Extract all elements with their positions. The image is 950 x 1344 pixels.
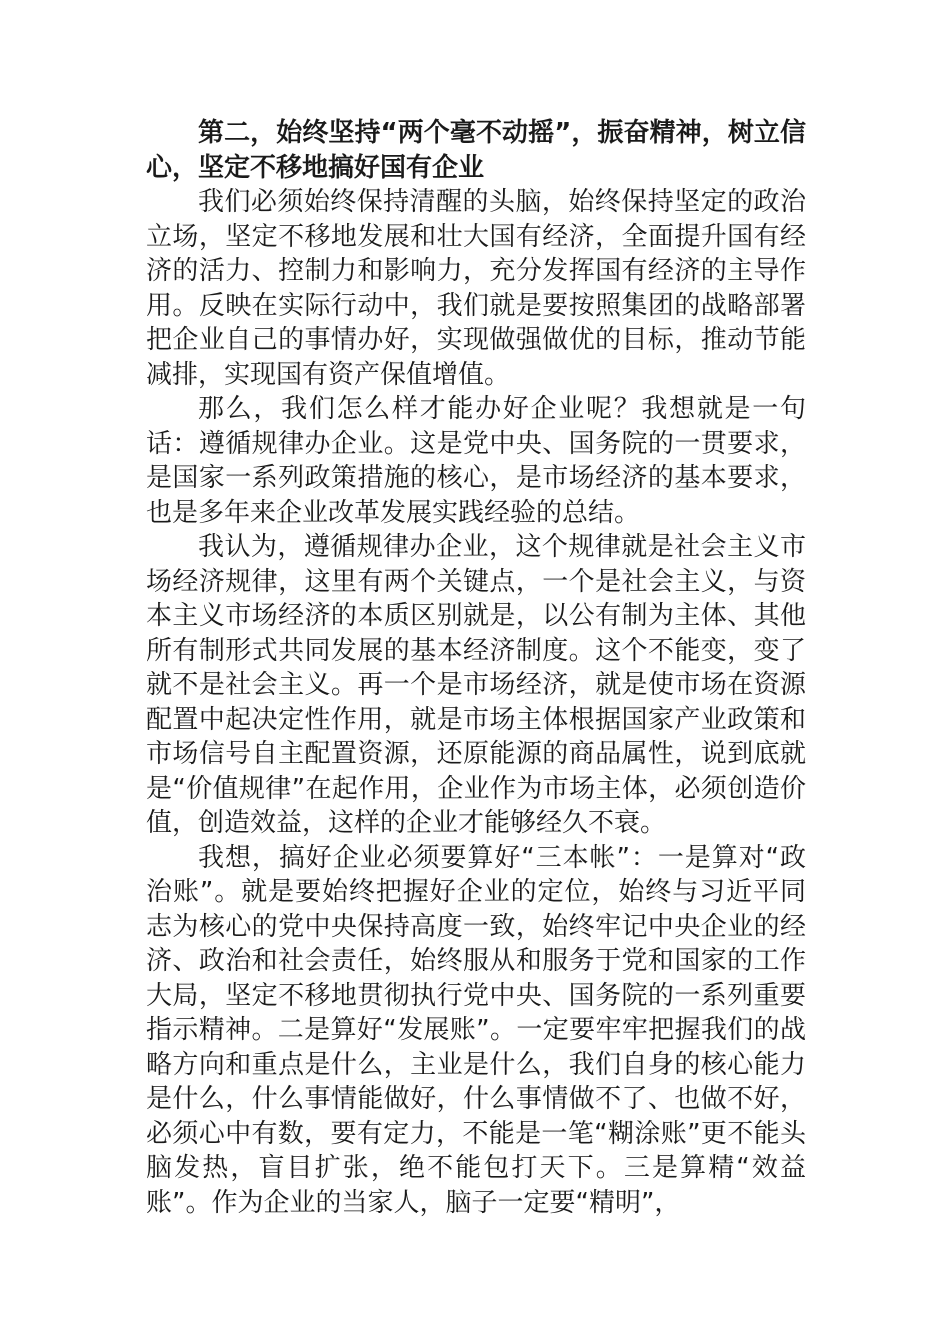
paragraph-1: 我们必须始终保持清醒的头脑，始终保持坚定的政治立场，坚定不移地发展和壮大国有经济，全面提升国有经济的活力、控制力和影响力，充分发挥国有经济的主导作用。反映在实际行动中，我们就是要按照集团的战略部署把企业自己的事情办好，实现做强做优的目标，推动节能减排，实现国有资产保值增值。 [146, 187, 806, 390]
section-heading: 第二，始终坚持“两个毫不动摇”，振奋精神，树立信心，坚定不移地搞好国有企业 [146, 118, 806, 183]
paragraph-3: 我认为，遵循规律办企业，这个规律就是社会主义市场经济规律，这里有两个关键点，一个是社会主义，与资本主义市场经济的本质区别就是，以公有制为主体、其他所有制形式共同发展的基本经济制度。这个不能变，变了就不是社会主义。再一个是市场经济，就是使市场在资源配置中起决定性作用，就是市场主体根据国家产业政策和市场信号自主配置资源，还原能源的商品属性，说到底就是“价值规律”在起作用，企业作为市场主体，必须创造价值，创造效益，这样的企业才能够经久不衰。 [146, 532, 806, 838]
document-body [146, 116, 806, 1220]
paragraph-4: 我想，搞好企业必须要算好“三本帐”：一是算对“政治账”。就是要始终把握好企业的定位，始终与习近平同志为核心的党中央保持高度一致，始终牢记中央企业的经济、政治和社会责任，始终服从和服务于党和国家的工作大局，坚定不移地贯彻执行党中央、国务院的一系列重要指示精神。二是算好“发展账”。一定要牢牢把握我们的战略方向和重点是什么，主业是什么，我们自身的核心能力是什么，什么事情能做好，什么事情做不了、也做不好，必须心中有数，要有定力，不能是一笔“糊涂账”更不能头脑发热，盲目扩张，绝不能包打天下。三是算精“效益账”。作为企业的当家人，脑子一定要“精明”， [146, 842, 806, 1218]
paragraph-2: 那么，我们怎么样才能办好企业呢？我想就是一句话：遵循规律办企业。这是党中央、国务院的一贯要求，是国家一系列政策措施的核心，是市场经济的基本要求，也是多年来企业改革发展实践经验的总结。 [146, 394, 806, 528]
